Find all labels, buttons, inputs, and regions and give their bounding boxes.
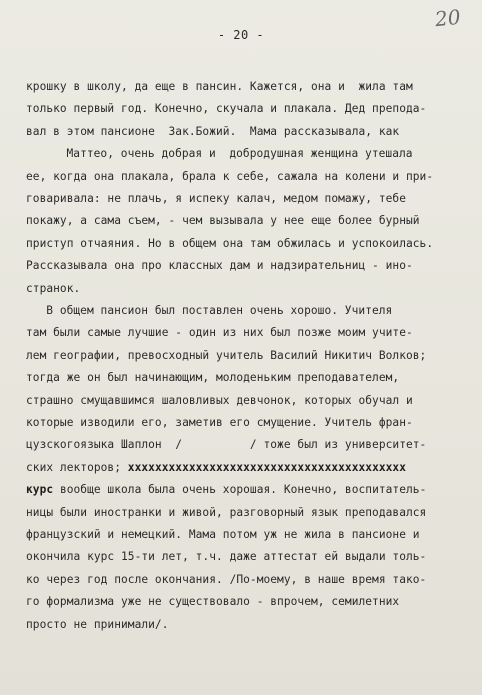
line-text: говаривала: не плачь, я испеку калач, медом помажу, тебе <box>26 192 406 205</box>
text-line <box>26 573 426 587</box>
text-line <box>26 125 399 139</box>
line-text: Маттео, очень добрая и добродушная женщина утешала <box>66 147 413 161</box>
line-text: там были самые лучшие - один из них был позже моим учите- <box>26 326 413 340</box>
text-line <box>26 326 413 340</box>
text-line <box>26 461 406 475</box>
line-text: лем географии, превосходный учитель Василий Никитич Волков; <box>26 348 427 362</box>
text-line <box>26 237 433 251</box>
text-line <box>26 102 426 116</box>
line-text: странок. <box>26 281 81 295</box>
line-text: го формализма уже не существовало - впрочем, семилетних <box>26 595 400 609</box>
text-line <box>26 170 433 184</box>
handwritten-page-number: 20 <box>433 4 462 32</box>
line-text: тогда же он был начинающим, молоденьким преподавателем, <box>26 371 400 385</box>
text-line <box>26 618 169 632</box>
line-text: страшно смущавшимся шаловливых девчонок, которых обучал и <box>26 393 413 407</box>
text-line <box>26 506 426 520</box>
text-line <box>26 214 420 228</box>
page-number: - 20 - <box>217 28 265 42</box>
text-line <box>26 259 413 273</box>
text-line <box>26 438 426 452</box>
line-text: ницы были иностранки и живой, разговорный язык преподавался <box>26 505 427 519</box>
text-line <box>26 394 413 408</box>
text-line <box>46 304 392 318</box>
line-text: вообще школа была очень хорошая. Конечно, воспитатель- <box>59 483 427 497</box>
struck-text: курс <box>26 483 60 497</box>
line-text: окончила курс 15-ти лет, т.ч. даже аттестат ей выдали толь- <box>26 550 427 564</box>
text-line <box>26 80 413 94</box>
line-text: покажу, а сама съем, - чем вызывала у нее еще более бурный <box>26 214 420 228</box>
text-line <box>26 371 399 385</box>
text-line <box>26 483 426 497</box>
line-text: которые изводили его, заметив его смущение. Учитель фран- <box>26 416 413 429</box>
line-text: ее, когда она плакала, брала к себе, сажала на колени и при- <box>26 169 434 183</box>
text-line <box>26 528 420 542</box>
text-line <box>67 147 413 161</box>
line-text: только первый год. Конечно, скучала и плакала. Дед препода- <box>26 102 427 116</box>
line-text: ских лекторов; <box>26 460 128 474</box>
line-text: крошку в школу, да еще в пансин. Кажется, она и жила там <box>26 80 413 93</box>
line-text: вал в этом пансионе Зак.Божий. Мама рассказывала, как <box>26 124 400 138</box>
text-line <box>26 595 399 609</box>
text-line <box>26 192 406 206</box>
line-text: приступ отчаяния. Но в общем она там обжилась и успокоилась. <box>26 236 434 250</box>
text-line <box>26 282 80 296</box>
struck-text: xxxxxxxxxxxxxxxxxxxxxxxxxxxxxxxxxxxxxxxxx <box>127 460 406 474</box>
line-text: просто не принимали/. <box>26 617 169 631</box>
line-text: В общем пансион был поставлен очень хорошо. Учителя <box>46 304 393 317</box>
line-text: французский и немецкий. Мама потом уж не жила в пансионе и <box>26 528 420 541</box>
text-line <box>26 349 426 363</box>
line-text: цузскогоязыка Шаплон / / тоже был из университет- <box>26 438 427 452</box>
line-text: Рассказывала она про классных дам и надзирательниц - ино- <box>26 259 413 273</box>
text-line <box>26 550 426 564</box>
line-text: ко через год после окончания. /По-моему, в наше время тако- <box>26 572 427 586</box>
text-line <box>26 416 413 430</box>
